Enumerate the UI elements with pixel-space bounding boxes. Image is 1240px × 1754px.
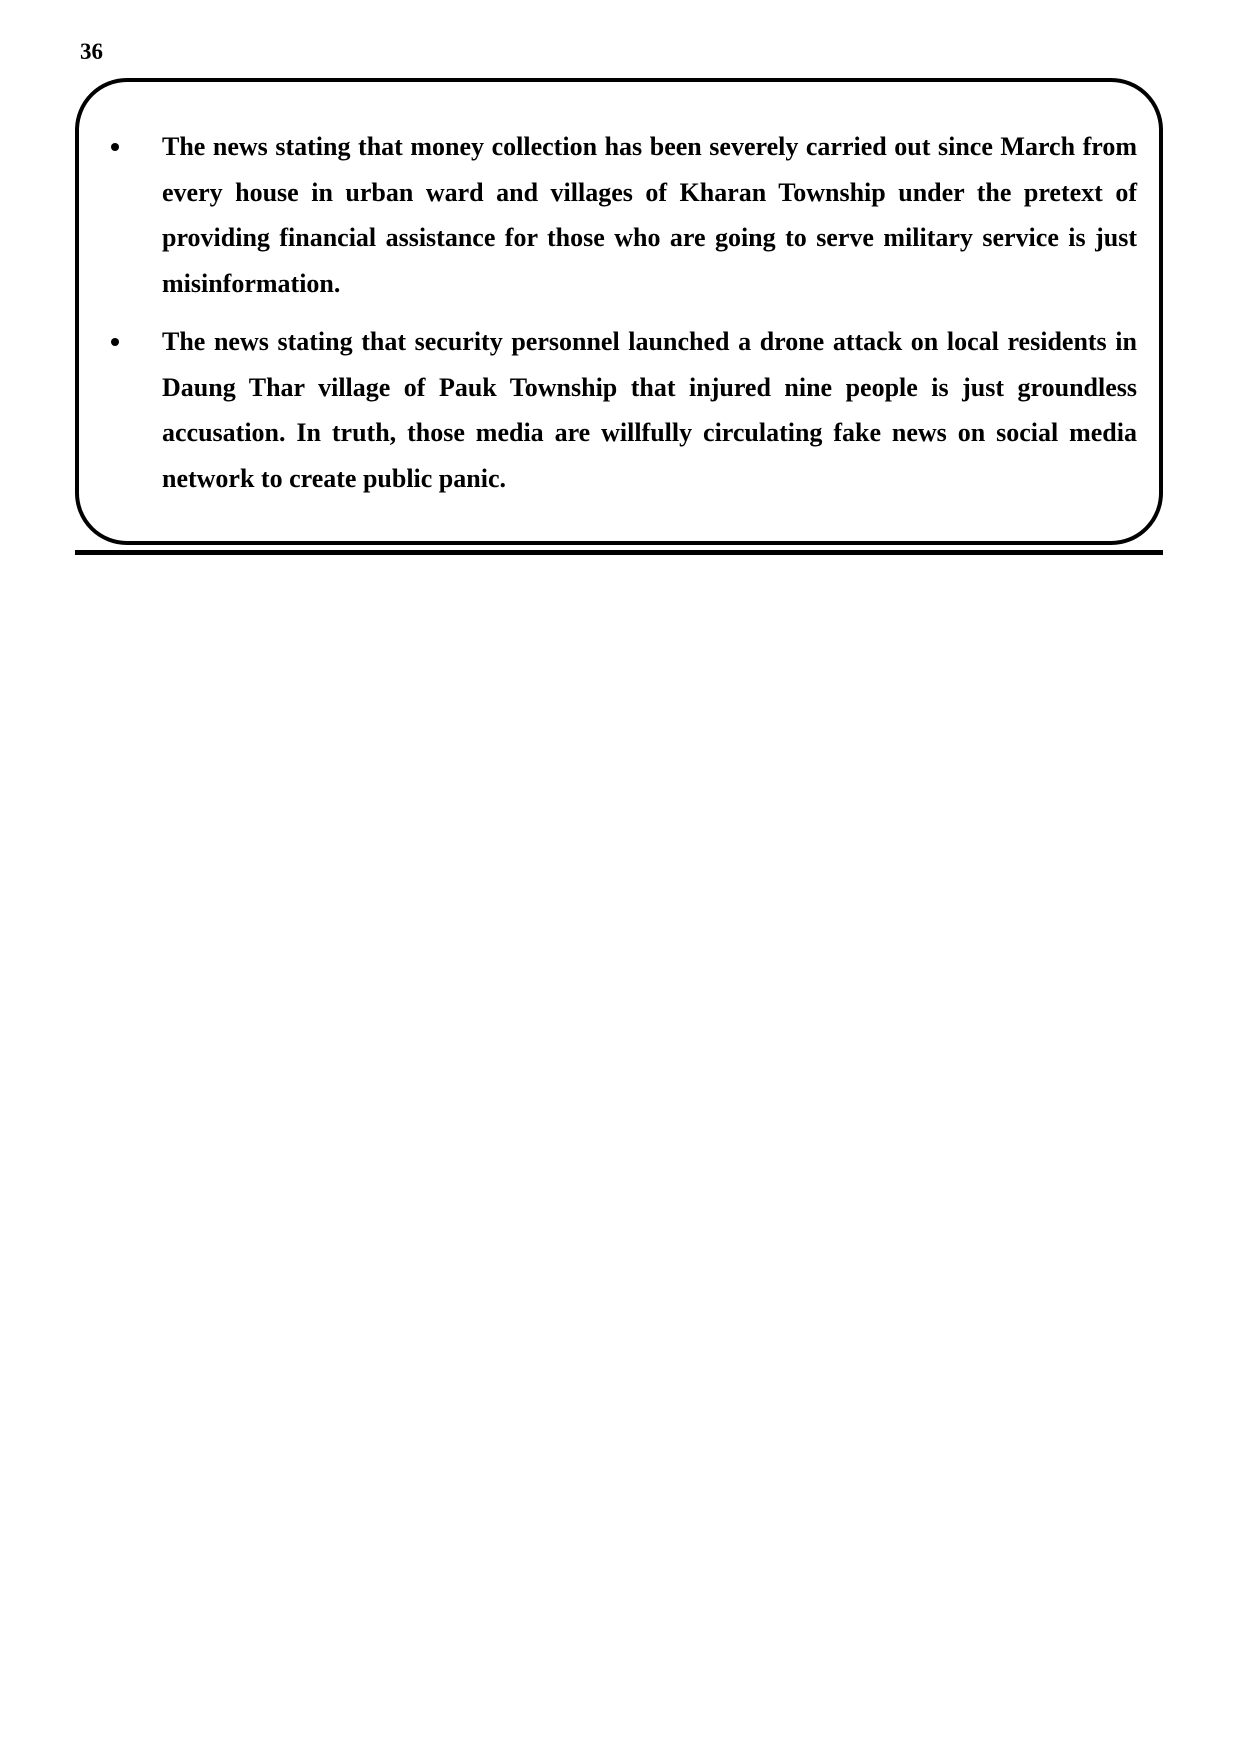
page-number: 36: [80, 39, 103, 64]
bullet-icon: [111, 143, 119, 151]
bullet-text: The news stating that money collection has been severely carried out since March from every house in urban ward and villages of Kharan Township under the pretext of providing financial assistance for those who are going to serve military service is just misinformation.: [162, 132, 1137, 298]
bottom-rule: [75, 550, 1163, 555]
list-item: [101, 124, 1137, 306]
bullet-list: [101, 124, 1137, 514]
list-item: [101, 319, 1137, 501]
notice-box: [75, 78, 1163, 545]
bullet-icon: [111, 338, 119, 346]
bullet-text: The news stating that security personnel launched a drone attack on local residents in Daung Thar village of Pauk Township that injured nine people is just groundless accusation. In truth, those media are willfully circulating fake news on social media network to create public panic.: [162, 327, 1137, 493]
